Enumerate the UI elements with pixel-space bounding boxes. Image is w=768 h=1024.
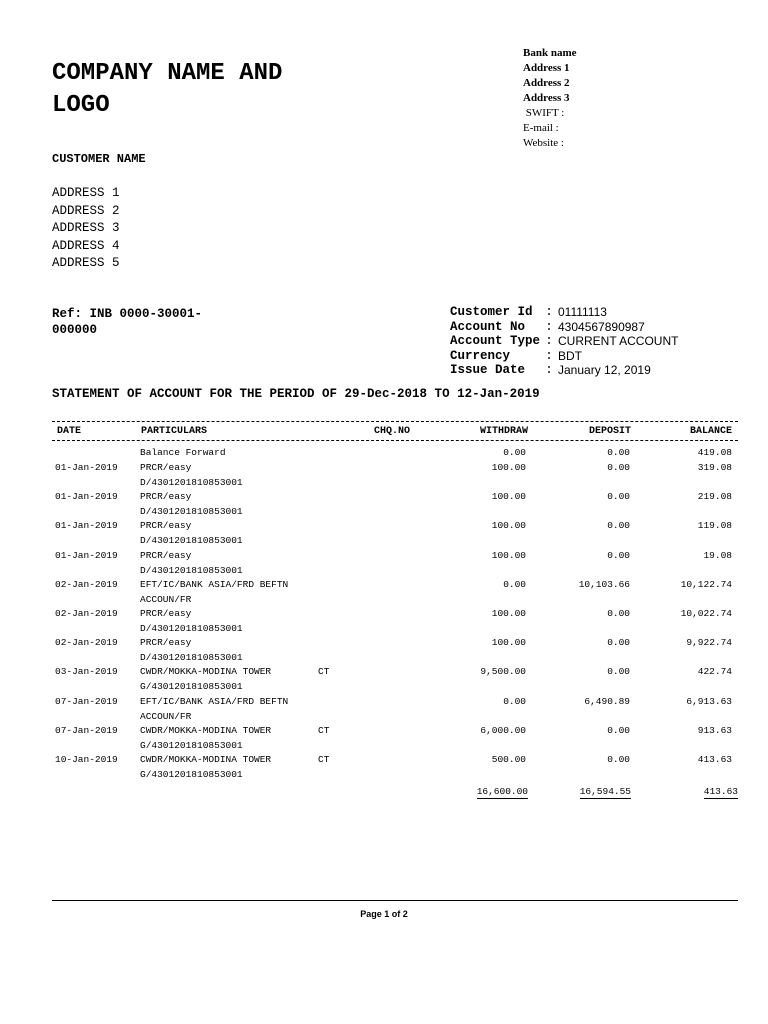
transactions-table — [52, 445, 738, 781]
header-chq-no: CHQ.NO — [374, 426, 411, 437]
page-number: Page 1 of 2 — [360, 909, 408, 919]
header-particulars: PARTICULARS — [141, 426, 208, 437]
info-value: CURRENT ACCOUNT — [558, 334, 679, 348]
total-withdraw: 16,600.00 — [476, 786, 528, 797]
total-deposit: 16,594.55 — [579, 786, 631, 797]
address-line: ADDRESS 2 — [52, 203, 120, 218]
info-value: 01111113 — [558, 305, 607, 319]
address-line: ADDRESS 1 — [52, 186, 120, 200]
table-top-divider — [52, 421, 738, 422]
company-name-logo: COMPANY NAME AND LOGO — [52, 60, 283, 119]
bank-address-2: Address 2 — [523, 77, 570, 89]
table-row: 01-Jan-2019 PRCR/easy D/4301201810853001 100.00 0.00 219.08 — [55, 491, 732, 518]
footer-divider — [52, 900, 738, 901]
address-line: ADDRESS 5 — [52, 256, 120, 270]
bank-website: Website : — [523, 137, 564, 149]
info-label: Customer Id — [450, 305, 533, 319]
account-info — [450, 305, 678, 378]
reference-number: Ref: INB 0000-30001- 000000 — [52, 307, 203, 337]
bank-address-3: Address 3 — [523, 92, 570, 104]
info-label: Issue Date — [450, 363, 526, 377]
customer-name: CUSTOMER NAME — [52, 152, 146, 166]
info-value: 4304567890987 — [558, 319, 645, 334]
table-row: 10-Jan-2019 CWDR/MOKKA-MODINA TOWER G/4301201810853001 CT 500.00 0.00 413.63 — [55, 753, 732, 780]
table-row: 01-Jan-2019 PRCR/easy D/4301201810853001 100.00 0.00 19.08 — [55, 549, 732, 576]
info-value: BDT — [558, 348, 582, 363]
table-row: 01-Jan-2019 PRCR/easy D/4301201810853001 100.00 0.00 119.08 — [55, 520, 732, 547]
header-date: DATE — [57, 426, 82, 437]
table-row: 02-Jan-2019 PRCR/easy D/4301201810853001 100.00 0.00 9,922.74 — [55, 637, 732, 664]
info-label: Account No — [450, 319, 526, 334]
table-totals — [52, 786, 738, 800]
address-line: ADDRESS 3 — [52, 221, 120, 235]
header-deposit: DEPOSIT — [588, 426, 631, 437]
info-row-account-no: Account No : 4304567890987 — [450, 319, 645, 334]
table-row: 07-Jan-2019 CWDR/MOKKA-MODINA TOWER G/4301201810853001 CT 6,000.00 0.00 913.63 — [55, 724, 732, 751]
customer-address — [52, 185, 120, 273]
table-row: 01-Jan-2019 PRCR/easy D/4301201810853001 100.00 0.00 319.08 — [55, 462, 732, 488]
address-line: ADDRESS 4 — [52, 238, 120, 253]
info-row-issue-date: Issue Date : January 12, 2019 — [450, 363, 651, 377]
header-balance: BALANCE — [689, 426, 732, 437]
total-balance: 413.63 — [703, 786, 738, 797]
info-label: Currency — [450, 348, 511, 363]
info-value: January 12, 2019 — [558, 363, 651, 377]
table-header-divider — [52, 440, 738, 441]
table-row: 02-Jan-2019 PRCR/easy D/4301201810853001 100.00 0.00 10,022.74 — [55, 607, 732, 634]
bank-name: Bank name — [523, 47, 577, 59]
table-row: 02-Jan-2019 EFT/IC/BANK ASIA/FRD BEFTN ACCOUN/FR 0.00 10,103.66 10,122.74 — [55, 578, 732, 605]
info-label: Account Type — [450, 334, 541, 348]
bank-address-1: Address 1 — [523, 62, 570, 74]
bank-details — [523, 46, 577, 151]
info-row-customer-id: Customer Id : 01111113 — [450, 305, 607, 319]
bank-swift: SWIFT : — [523, 107, 565, 119]
header-withdraw: WITHDRAW — [479, 426, 528, 437]
bank-email: E-mail : — [523, 122, 559, 134]
table-row: Balance Forward 0.00 0.00 419.08 — [140, 447, 732, 458]
statement-title: STATEMENT OF ACCOUNT FOR THE PERIOD OF 29-Dec-2018 TO 12-Jan-2019 — [52, 387, 540, 401]
info-row-currency: Currency : BDT — [450, 348, 582, 363]
info-row-account-type: Account Type : CURRENT ACCOUNT — [450, 334, 679, 348]
table-row: 07-Jan-2019 EFT/IC/BANK ASIA/FRD BEFTN ACCOUN/FR 0.00 6,490.89 6,913.63 — [55, 695, 732, 722]
table-header — [52, 426, 738, 440]
table-row: 03-Jan-2019 CWDR/MOKKA-MODINA TOWER G/4301201810853001 CT 9,500.00 0.00 422.74 — [55, 666, 732, 693]
